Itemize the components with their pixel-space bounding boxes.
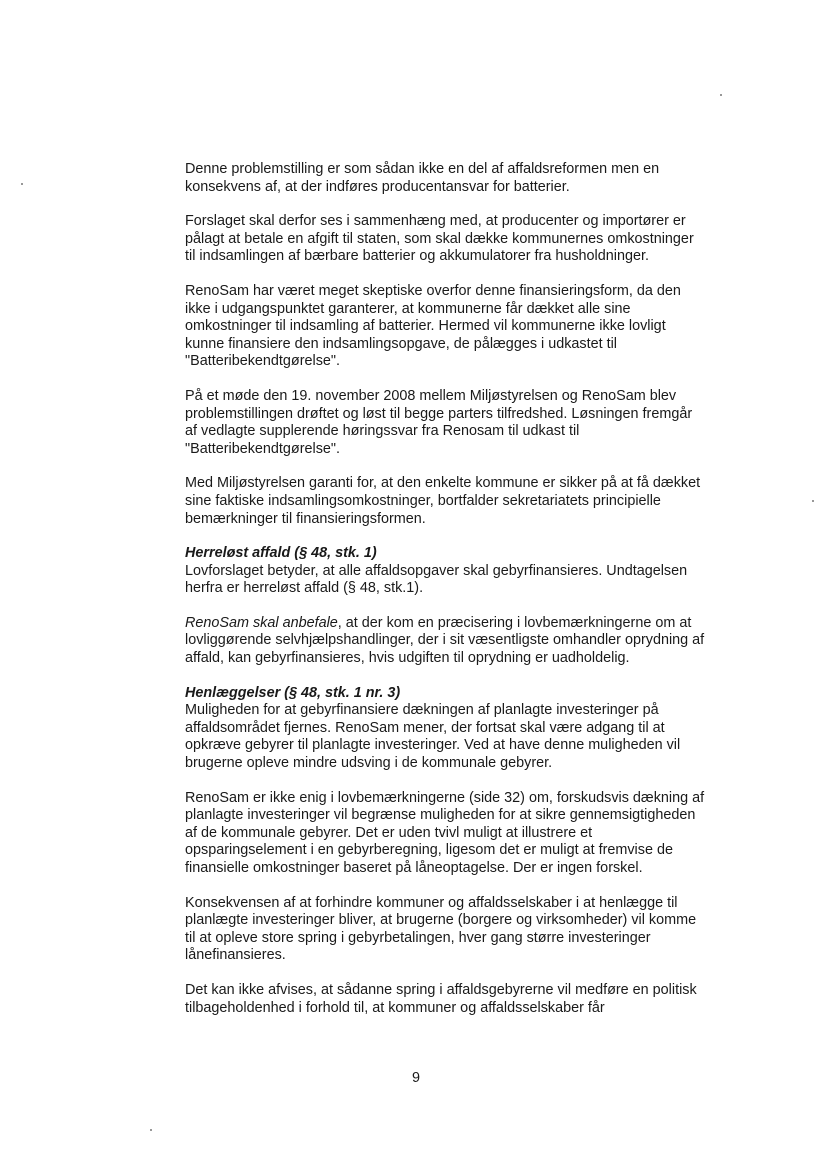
paragraph: RenoSam er ikke enig i lovbemærkningerne (side 32) om, forskudsvis dækning af planlagte investeringer vil begrænse muligheden for at sikre gennemsigtigheden af de kommunale gebyrer. Det er uden tvivl muligt at illustrere et opsparingselement i en gebyrberegning, ligesom det er muligt at fremvise de finansielle omkostninger baseret på låneoptagelse. Der er ingen forskel. <box>185 789 705 876</box>
section-heading-herrelost-affald: Herreløst affald (§ 48, stk. 1) <box>185 545 377 562</box>
recommendation-lead: RenoSam skal anbefale <box>185 614 338 631</box>
scan-speck <box>812 500 814 502</box>
page-number: 9 <box>411 1070 420 1086</box>
document-body <box>185 161 705 1034</box>
paragraph: Denne problemstilling er som sådan ikke en del af affaldsreformen men en konsekvens af, at der indføres producentansvar for batterier. <box>185 161 660 195</box>
paragraph: Konsekvensen af at forhindre kommuner og affaldsselskaber i at henlægge til planlægte investeringer bliver, at brugerne (borgere og virksomheder) vil komme til at opleve store spring i gebyrbetalingen, hver gang større investeringer lånefinansieres. <box>185 894 697 964</box>
scan-speck <box>21 183 23 185</box>
paragraph: Det kan ikke afvises, at sådanne spring i affaldsgebyrerne vil medføre en politisk tilbageholdenhed i forhold til, at kommuner og affaldsselskaber får <box>185 981 697 1016</box>
paragraph: Muligheden for at gebyrfinansiere dækningen af planlagte investeringer på affaldsområdet fjernes. RenoSam mener, der fortsat skal være adgang til at opkræve gebyrer til planlagte investeringer. Ved at have denne muligheden vil brugerne opleve mindre udsving i de kommunale gebyrer. <box>185 702 681 772</box>
paragraph: På et møde den 19. november 2008 mellem Miljøstyrelsen og RenoSam blev problemstillingen drøftet og løst til begge parters tilfredshed. Løsningen fremgår af vedlagte supplerende høringssvar fra Renosam til udkast til "Batteribekendtgørelse". <box>185 387 693 457</box>
paragraph: Med Miljøstyrelsen garanti for, at den enkelte kommune er sikker på at få dækket sine faktiske indsamlingsomkostninger, bortfalder sekretariatets principielle bemærkninger til finansieringsformen. <box>185 475 701 527</box>
paragraph: Lovforslaget betyder, at alle affaldsopgaver skal gebyrfinansieres. Undtagelsen herfra er herreløst affald (§ 48, stk.1). <box>185 562 688 597</box>
scan-speck <box>720 94 722 96</box>
paragraph: RenoSam har været meget skeptiske overfor denne finansieringsform, da den ikke i udgangspunktet garanterer, at kommunerne får dækket alle sine omkostninger til indsamling af batterier. Hermed vil kommunerne ikke lovligt kunne finansiere den indsamlingsopgave, de pålægges i udkastet til "Batteribekendtgørelse". <box>185 282 681 370</box>
paragraph: Forslaget skal derfor ses i sammenhæng med, at producenter og importører er pålagt at betale en afgift til staten, som skal dække kommunernes omkostninger til indsamlingen af bærbare batterier og akkumulatorer fra husholdninger. <box>185 213 694 265</box>
section-heading-henlaeggelser: Henlæggelser (§ 48, stk. 1 nr. 3) <box>185 684 401 701</box>
recommendation-paragraph <box>185 615 705 668</box>
recommendation-text: , at der kom en præcisering i lovbemærkningerne om at lovliggørende selvhjælpshandlinger, der i sit væsentligste omhandler oprydning af affald, kan gebyrfinansieres, hvis udgiften til oprydning er uadholdelig. <box>185 614 705 667</box>
scan-speck <box>150 1129 152 1131</box>
